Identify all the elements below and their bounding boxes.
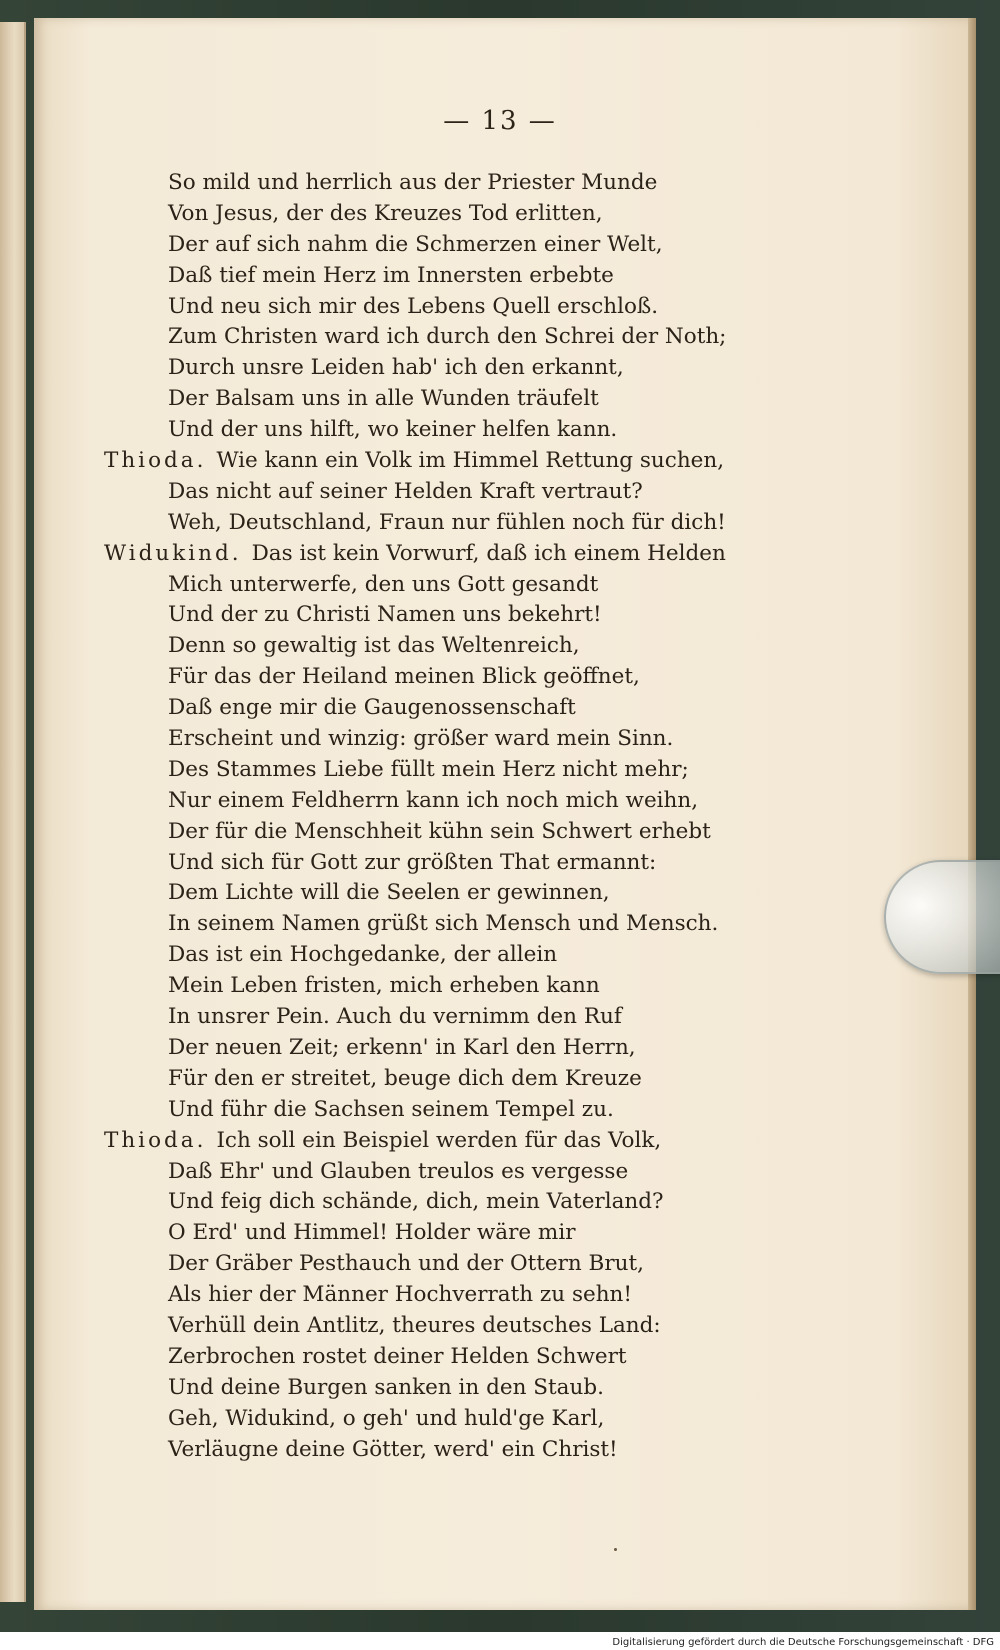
verse-line	[104, 1002, 954, 1033]
verse-line	[104, 1373, 954, 1404]
verse-line	[104, 230, 954, 261]
page-clip	[884, 860, 1000, 974]
line-text: Des Stammes Liebe füllt mein Herz nicht mehr;	[168, 756, 689, 782]
line-text: O Erd' und Himmel! Holder wäre mir	[168, 1220, 576, 1246]
verse-line	[104, 909, 954, 940]
line-text: Und deine Burgen sanken in den Staub.	[168, 1374, 604, 1400]
verse-line	[104, 292, 954, 323]
verse-line	[104, 878, 954, 909]
verse-line	[104, 1311, 954, 1342]
verse-line	[104, 477, 954, 508]
line-text: Mein Leben fristen, mich erheben kann	[168, 973, 600, 999]
line-text: Der neuen Zeit; erkenn' in Karl den Herrn,	[168, 1034, 636, 1060]
verse-line	[104, 415, 954, 446]
line-text: Das ist ein Hochgedanke, der allein	[168, 942, 558, 968]
verse-line	[104, 508, 954, 539]
verse-line	[104, 1280, 954, 1311]
line-text: Der Gräber Pesthauch und der Ottern Brut,	[168, 1251, 644, 1277]
line-text: Wie kann ein Volk im Himmel Rettung suchen,	[216, 448, 725, 474]
verse-line	[104, 1218, 954, 1249]
verse-line	[104, 940, 954, 971]
line-text: Durch unsre Leiden hab' ich den erkannt,	[168, 355, 624, 381]
line-text: Daß tief mein Herz im Innersten erbebte	[168, 262, 614, 288]
verse-line	[104, 261, 954, 292]
line-text: Der auf sich nahm die Schmerzen einer Welt,	[168, 231, 663, 257]
line-text: Erscheint und winzig: größer ward mein Sinn.	[168, 726, 674, 752]
verse-line	[104, 631, 954, 662]
line-text: Und sich für Gott zur größten That ermannt:	[168, 849, 657, 875]
line-text: Dem Lichte will die Seelen er gewinnen,	[168, 880, 610, 906]
verse-line	[104, 1342, 954, 1373]
line-text: Geh, Widukind, o geh' und huld'ge Karl,	[168, 1405, 605, 1431]
line-text: Und feig dich schände, dich, mein Vaterland?	[168, 1189, 664, 1215]
verse-text	[104, 168, 954, 1465]
speaker-line	[104, 446, 954, 477]
verse-line	[104, 1404, 954, 1435]
verse-line	[104, 817, 954, 848]
verse-line	[104, 1435, 954, 1466]
line-text: Zum Christen ward ich durch den Schrei der Noth;	[168, 324, 727, 350]
verse-line	[104, 848, 954, 879]
verse-line	[104, 199, 954, 230]
line-text: So mild und herrlich aus der Priester Munde	[168, 170, 658, 195]
line-text: Und führ die Sachsen seinem Tempel zu.	[168, 1096, 614, 1122]
speaker-name: Thioda.	[104, 1127, 207, 1153]
line-text: Und neu sich mir des Lebens Quell erschloß.	[168, 293, 659, 319]
verse-line	[104, 1064, 954, 1095]
speaker-line	[104, 1126, 954, 1157]
verse-line	[104, 1033, 954, 1064]
line-text: Und der uns hilft, wo keiner helfen kann.	[168, 417, 618, 443]
verse-line	[104, 1249, 954, 1280]
line-text: Das ist kein Vorwurf, daß ich einem Helden	[251, 540, 726, 566]
verse-line	[104, 693, 954, 724]
verse-line	[104, 168, 954, 199]
verse-line	[104, 662, 954, 693]
verse-line	[104, 600, 954, 631]
line-text: Verläugne deine Götter, werd' ein Christ!	[168, 1436, 618, 1462]
line-text: Weh, Deutschland, Fraun nur fühlen noch für dich!	[168, 509, 726, 535]
line-text: Ich soll ein Beispiel werden für das Volk,	[216, 1127, 662, 1153]
previous-page-edge	[0, 22, 26, 1602]
line-text: Das nicht auf seiner Helden Kraft vertraut?	[168, 478, 643, 504]
line-text: Verhüll dein Antlitz, theures deutsches Land:	[168, 1312, 661, 1338]
line-text: Der für die Menschheit kühn sein Schwert erhebt	[168, 818, 711, 844]
line-text: Für den er streitet, beuge dich dem Kreuze	[168, 1065, 642, 1091]
speaker-name: Thioda.	[104, 448, 207, 474]
line-text: Als hier der Männer Hochverrath zu sehn!	[168, 1282, 633, 1308]
page-number: — 13 —	[443, 106, 557, 136]
verse-line	[104, 353, 954, 384]
line-text: Mich unterwerfe, den uns Gott gesandt	[168, 571, 599, 597]
speaker-name: Widukind.	[104, 540, 242, 566]
line-text: Daß Ehr' und Glauben treulos es vergesse	[168, 1158, 629, 1184]
verse-line	[104, 384, 954, 415]
verse-line	[104, 570, 954, 601]
speaker-line	[104, 539, 954, 570]
verse-line	[104, 755, 954, 786]
line-text: Daß enge mir die Gaugenossenschaft	[168, 695, 576, 721]
verse-line	[104, 971, 954, 1002]
line-text: Denn so gewaltig ist das Weltenreich,	[168, 633, 580, 659]
ink-speck	[614, 1548, 617, 1551]
line-text: In unsrer Pein. Auch du vernimm den Ruf	[168, 1004, 622, 1030]
footer-bar	[0, 1632, 1000, 1650]
line-text: Von Jesus, der des Kreuzes Tod erlitten,	[168, 200, 603, 226]
line-text: Für das der Heiland meinen Blick geöffnet,	[168, 664, 640, 690]
page-right-edge	[968, 18, 976, 1610]
line-text: Und der zu Christi Namen uns bekehrt!	[168, 602, 602, 628]
line-text: In seinem Namen grüßt sich Mensch und Mensch.	[168, 911, 719, 937]
verse-line	[104, 322, 954, 353]
verse-line	[104, 724, 954, 755]
verse-line	[104, 1187, 954, 1218]
digitization-credit: Digitalisierung gefördert durch die Deutsche Forschungsgemeinschaft · DFG	[612, 1637, 994, 1648]
line-text: Nur einem Feldherrn kann ich noch mich weihn,	[168, 787, 699, 813]
verse-line	[104, 786, 954, 817]
line-text: Der Balsam uns in alle Wunden träufelt	[168, 386, 599, 412]
verse-line	[104, 1095, 954, 1126]
line-text: Zerbrochen rostet deiner Helden Schwert	[168, 1343, 627, 1369]
verse-line	[104, 1157, 954, 1188]
